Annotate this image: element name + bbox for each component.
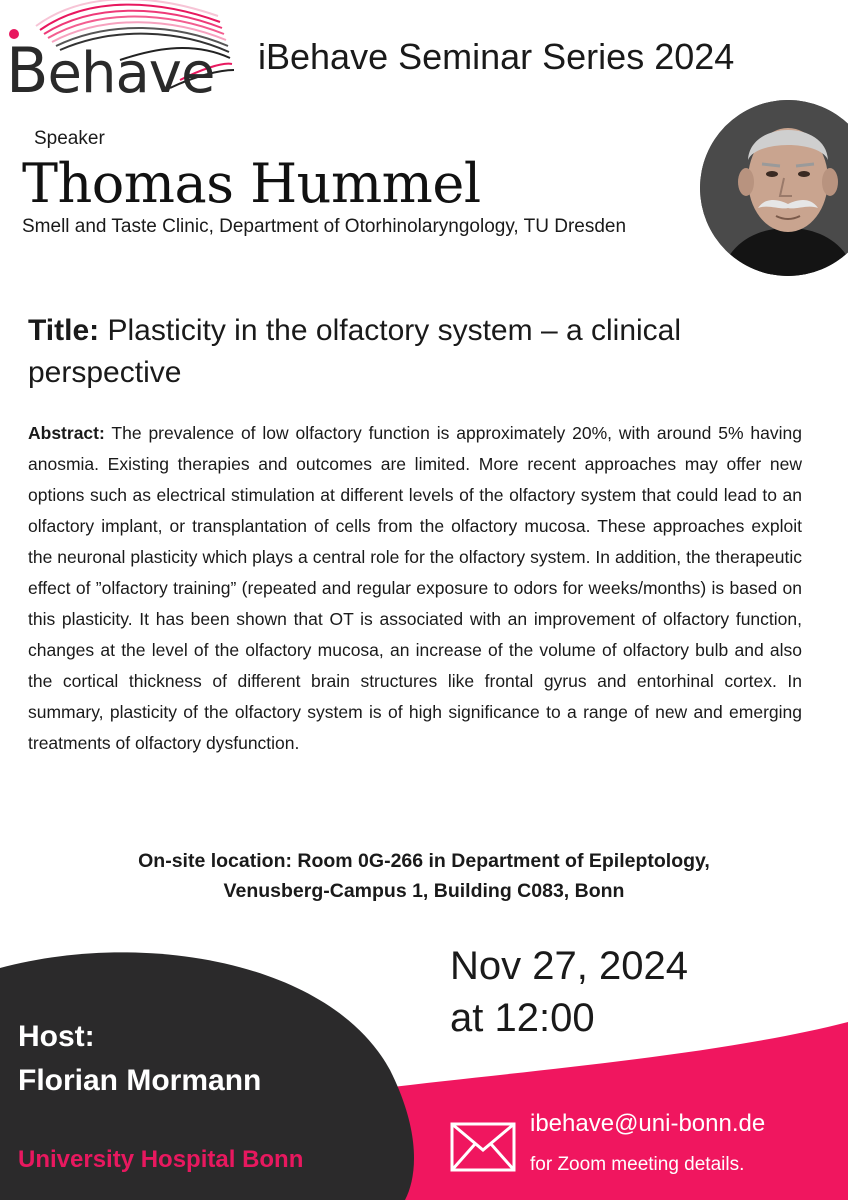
location-line-1: On-site location: Room 0G-266 in Department of Epileptology, [138, 850, 710, 872]
event-time: at 12:00 [450, 996, 595, 1040]
speaker-affiliation: Smell and Taste Clinic, Department of Otorhinolaryngology, TU Dresden [22, 216, 627, 237]
speaker-label: Speaker [34, 128, 105, 149]
abstract [28, 418, 802, 759]
logo-rest: ehave [47, 41, 215, 106]
speaker-photo [700, 100, 848, 276]
logo-letter: B [6, 34, 48, 107]
talk-title [28, 310, 818, 394]
zoom-note: for Zoom meeting details. [530, 1154, 745, 1175]
event-date [450, 940, 688, 1044]
host-institution: University Hospital Bonn [18, 1146, 304, 1173]
talk-title-label: Title: [28, 314, 100, 347]
talk-title-text: Plasticity in the olfactory system – a clinical perspective [28, 314, 682, 389]
series-title: iBehave Seminar Series 2024 [258, 36, 735, 77]
mail-icon [450, 1122, 516, 1172]
location [0, 846, 848, 906]
host-name: Florian Mormann [18, 1064, 262, 1097]
portrait-illustration [700, 100, 848, 276]
event-day: Nov 27, 2024 [450, 944, 688, 988]
location-line-2: Venusberg-Campus 1, Building C083, Bonn [223, 880, 625, 902]
host-label: Host: [18, 1020, 95, 1053]
abstract-label: Abstract: [28, 423, 105, 443]
contact-email[interactable]: ibehave@uni-bonn.de [530, 1110, 766, 1137]
logo-wordmark [6, 34, 214, 107]
ibehave-logo [0, 0, 240, 110]
abstract-text: The prevalence of low olfactory function is approximately 20%, with around 5% having anosmia. Existing therapies and outcomes are limited. More recent approaches may offer new options such as electrical stimulation at different levels of the olfactory system that could lead to an olfactory implant, or transplantation of cells from the olfactory mucosa. These approaches exploit the neuronal plasticity which plays a central role for the olfactory system. In addition, the therapeutic effect of ”olfactory training” (repeated and regular exposure to odors for weeks/months) is based on this plasticity. It has been shown that OT is associated with an improvement of olfactory function, changes at the level of the olfactory mucosa, an increase of the volume of olfactory bulb and also the cortical thickness of different brain structures like frontal gyrus and entorhinal cortex. In summary, plasticity of the olfactory system is of high significance to a range of new and emerging treatments of olfactory dysfunction. [28, 423, 802, 753]
speaker-name: Thomas Hummel [22, 152, 481, 215]
